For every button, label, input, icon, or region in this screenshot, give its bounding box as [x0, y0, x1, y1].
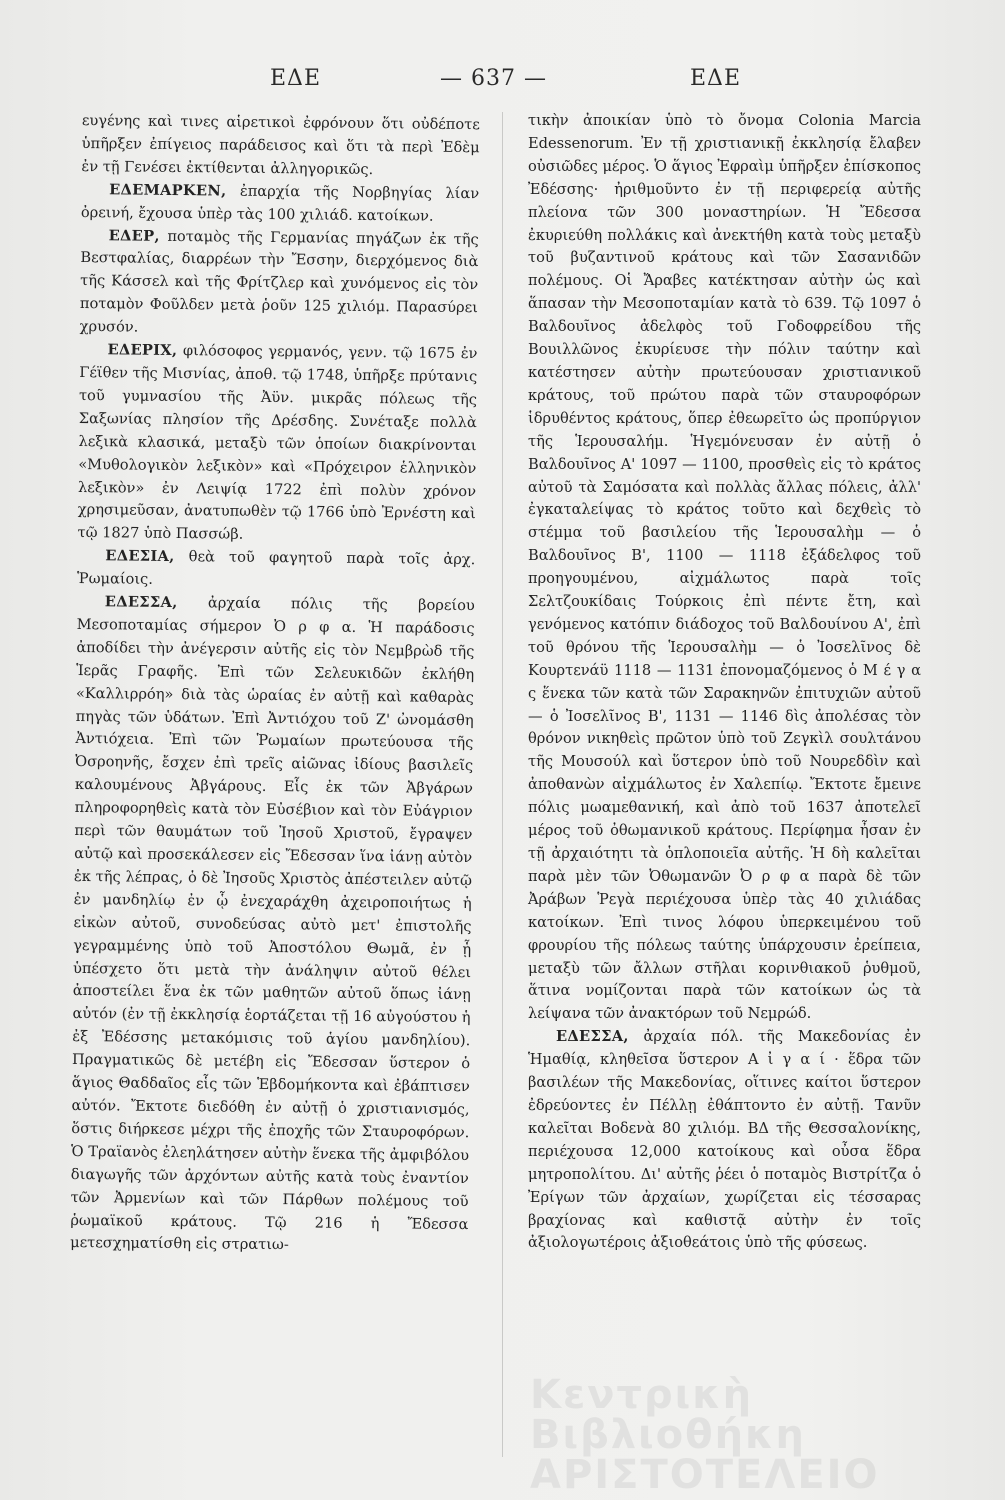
entry-edemarken	[81, 179, 479, 229]
right-column	[528, 110, 921, 1255]
page-number: — 637 —	[440, 66, 547, 91]
headword: ΕΔΕΣΙΑ,	[105, 547, 175, 566]
entry-body: ἐπαρχία τῆς Νορβηγίας λίαν ὀρεινή, ἔχουσα ὑπὲρ τὰς 100 χιλιάδ. κατοίκων.	[80, 182, 480, 225]
entry-ederich	[77, 339, 477, 549]
headword: ΕΔΕΣΣΑ,	[104, 593, 178, 612]
entry-edessa-macedonia	[528, 1026, 921, 1255]
entry-eder	[80, 225, 479, 344]
running-head-left: ΕΔΕ	[270, 66, 322, 91]
entry-body: ἀρχαία πόλις τῆς βορείου Μεσοποταμίας σήμερον Ὀ ρ φ α. Ἡ παράδοσις ἀποδίδει τὴν ἀνέγερσιν αὐτῆς εἰς τὸν Νεμβρὼδ τῆς Ἱερᾶς Γραφῆς. Ἐπὶ τῶν Σελευκιδῶν ἐκλήθη «Καλλιρρόη» διὰ τὰς ὡραίας ἐν αὐτῇ καὶ καθαρὰς πηγὰς τῶν ὑδάτων. Ἐπὶ Ἀντιόχου τοῦ Ζ' ὠνομάσθη Ἀντιόχεια. Ἐπὶ τῶν Ῥωμαίων πρωτεύουσα τῆς Ὀσροηνῆς, ἔσχεν ἐπὶ τρεῖς αἰῶνας ἰδίους βασιλεῖς καλουμένους Ἀβγάρους. Εἷς ἐκ τῶν Ἀβγάρων πληροφορηθεὶς κατὰ τὸν Εὐσέβιον καὶ τὸν Εὐάγριον περὶ τῶν θαυμάτων τοῦ Ἰησοῦ Χριστοῦ, ἔγραψεν αὐτῷ καὶ προσεκάλεσεν εἰς Ἔδεσσαν ἵνα ἰάνῃ αὐτὸν ἐκ τῆς λέπρας, ὁ δὲ Ἰησοῦς Χριστὸς ἀπέστειλεν αὐτῷ ἐν μανδηλίῳ ἐν ᾧ ἐνεχαράχθη ἀχειροποιήτως ἡ εἰκὼν αὐτοῦ, συνοδεύσας αὐτὸ μετ' ἐπιστολῆς γεγραμμένης ὑπὸ τοῦ Ἀποστόλου Θωμᾶ, ἐν ᾗ ὑπέσχετο ὅτι μετὰ τὴν ἀνάληψιν αὐτοῦ θέλει ἀποστείλει ἕνα ἐκ τῶν μαθητῶν αὐτοῦ ὅπως ἰάνῃ αὐτόν (ἐν τῇ ἐκκλησίᾳ ἑορτάζεται τῇ 16 αὐγούστου ἡ ἐξ Ἐδέσσης μετακόμισις τοῦ ἁγίου μανδηλίου). Πραγματικῶς δὲ μετέβη εἰς Ἔδεσσαν ὕστερον ὁ ἅγιος Θαδδαῖος εἷς τῶν Ἑβδομήκοντα καὶ ἐβάπτισεν αὐτόν. Ἔκτοτε διεδόθη ἐν αὐτῇ ὁ χριστιανισμός, ὅστις διήρκεσε μέχρι τῆς ἐποχῆς τῶν Σταυροφόρων. Ὁ Τραϊανὸς ἐλεηλάτησεν αὐτὴν ἕνεκα τῆς ἀμφιβόλου διαγωγῆς τῶν ἀρχόντων αὐτῆς κατὰ τοὺς ἐναντίον τῶν Ἀρμενίων καὶ τῶν Πάρθων πολέμους τοῦ ῥωμαϊκοῦ κράτους. Τῷ 216 ἡ Ἔδεσσα μετεσχηματίσθη εἰς στρατιω-	[70, 594, 475, 1254]
left-column	[70, 110, 480, 1259]
continuation-paragraph: τικὴν ἀποικίαν ὑπὸ τὸ ὄνομα Colonia Marcia Edessenorum. Ἐν τῇ χριστιανικῇ ἐκκλησίᾳ ἔλαβεν οὐσιῶδες μέρος. Ὁ ἅγιος Ἐφραὶμ ὑπῆρξεν ἐπίσκοπος Ἐδέσσης· ἠριθμοῦντο ἐν τῇ περιφερείᾳ αὐτῆς πλείονα τῶν 300 μοναστηρίων. Ἡ Ἔδεσσα ἐκυριεύθη πολλάκις καὶ ἀνεκτήθη κατὰ τοὺς μεταξὺ τοῦ βυζαντινοῦ κράτους καὶ τῶν Σασανιδῶν πολέμους. Οἱ Ἄραβες κατέκτησαν αὐτὴν ὡς καὶ ἅπασαν τὴν Μεσοποταμίαν κατὰ τὸ 639. Τῷ 1097 ὁ Βαλδουῖνος ἀδελφὸς τοῦ Γοδοφρείδου τῆς Βουιλλῶνος ἐκυρίευσε τὴν πόλιν ταύτην καὶ κατέστησεν αὐτὴν πρωτεύουσαν χριστιανικοῦ κράτους, τοῦ πρώτου παρὰ τῶν σταυροφόρων ἱδρυθέντος κράτους, ὅπερ ἐθεωρεῖτο ὡς προπύργιον τῆς Ἱερουσαλήμ. Ἡγεμόνευσαν ἐν αὐτῇ ὁ Βαλδουῖνος Α' 1097 — 1100, προσθεὶς εἰς τὸ κράτος αὐτοῦ τὰ Σαμόσατα καὶ πολλὰς ἄλλας πόλεις, ἀλλ' ἐγκαταλείψας τὸ κράτος τοῦτο καὶ δεχθεὶς τὸ στέμμα τοῦ βασιλείου τῆς Ἱερουσαλὴμ — ὁ Βαλδουῖνος Β', 1100 — 1118 ἐξάδελφος τοῦ προηγουμένου, αἰχμάλωτος παρὰ τοῖς Σελτζουκίδαις Τούρκοις ἐπὶ πέντε ἔτη, καὶ γενόμενος κατόπιν διάδοχος τοῦ Βαλδουίνου Α', ἐπὶ τοῦ θρόνου τῆς Ἱερουσαλὴμ — ὁ Ἰοσελῖνος δὲ Κουρτενάϋ 1118 — 1131 ἐπονομαζόμενος ὁ Μ έ γ α ς ἕνεκα τῶν κατὰ τῶν Σαρακηνῶν ἐπιτυχιῶν αὐτοῦ — ὁ Ἰοσελῖνος Β', 1131 — 1146 δὶς ἀπολέσας τὸν θρόνον νικηθεὶς πρῶτον ὑπὸ τοῦ Ζεγκὶλ σουλτάνου τῆς Μουσούλ καὶ ὕστερον ὑπὸ τοῦ Νουρεδδὶν καὶ ἀποθανὼν αἰχμάλωτος ἐν Χαλεπίῳ. Ἔκτοτε ἔμεινε πόλις μωαμεθανική, καὶ ἀπὸ τοῦ 1637 ἀποτελεῖ μέρος τοῦ ὀθωμανικοῦ κράτους. Περίφημα ἦσαν ἐν τῇ ἀρχαιότητι τὰ ὁπλοποιεῖα αὐτῆς. Ἡ δὴ καλεῖται παρὰ μὲν τῶν Ὀθωμανῶν Ὀ ρ φ α παρὰ δὲ τῶν Ἀράβων Ῥεγὰ περιέχουσα ὑπὲρ τὰς 40 χιλιάδας κατοίκων. Ἐπὶ τινος λόφου ὑπερκειμένου τοῦ φρουρίου τῆς πόλεως ταύτης ὑπάρχουσιν ἐρείπεια, μεταξὺ τῶν ἄλλων στῆλαι κορινθιακοῦ ῥυθμοῦ, ἅτινα νομίζονται παρὰ τῶν κατοίκων ὡς τὰ λείψανα τῶν ἀνακτόρων τοῦ Νεμρώδ.	[528, 112, 921, 1023]
headword: ΕΔΕΣΣΑ,	[556, 1028, 629, 1046]
headword: ΕΔΕΡ,	[108, 226, 160, 245]
page-header	[0, 66, 1005, 102]
entry-edesia	[77, 545, 475, 595]
column-divider	[502, 112, 503, 1457]
running-head-right: ΕΔΕ	[690, 66, 742, 91]
library-watermark: Κεντρικὴ Βιβλιοθήκη ΑΡΙΣΤΟΤΕΛΕΙΟ	[530, 1372, 880, 1498]
headword: ΕΔΕΜΑΡΚΕΝ,	[109, 181, 227, 200]
entry-body: φιλόσοφος γερμανός, γενν. τῷ 1675 ἐν Γέϊθεν τῆς Μισνίας, ἀποθ. τῷ 1748, ὑπῆρξε πρύτανις τοῦ γυμνασίου τῆς Ἀϋν. μικρᾶς πόλεως τῆς Σαξωνίας πλησίον τῆς Δρέσδης. Συνέταξε πολλὰ λεξικὰ κλασικά, μεταξὺ τῶν ὁποίων διακρίνονται «Μυθολογικὸν λεξικὸν» καὶ «Πρόχειρον ἑλληνικὸν λεξικὸν» ἐν Λειψίᾳ 1722 ἐπὶ πολὺν χρόνον χρησιμεῦσαν, ἀνατυπωθὲν τῷ 1766 ὑπὸ Ἐρνέστη καὶ τῷ 1827 ὑπὸ Πασσώβ.	[77, 342, 478, 544]
entry-body: θεὰ τοῦ φαγητοῦ παρὰ τοῖς ἀρχ. Ῥωμαίοις.	[77, 548, 476, 588]
entry-body: ποταμὸς τῆς Γερμανίας πηγάζων ἐκ τῆς Βεστφαλίας, διαρρέων τὴν Ἔσσην, διερχόμενος διὰ τῆς Κάσσελ καὶ τῆς Φρίτζλερ καὶ χυνόμενος εἰς τὸν ποταμὸν Φοῦλδεν μετὰ ῥοῦν 125 χιλιόμ. Παρασύρει χρυσόν.	[79, 227, 479, 336]
continuation-paragraph: ευγένης καὶ τινες αἱρετικοὶ ἐφρόνουν ὅτι οὐδέποτε ὑπῆρξεν ἐπίγειος παράδεισος καὶ ὅτι τὰ περὶ Ἐδὲμ ἐν τῇ Γενέσει ἐκτίθενται ἀλληγορικῶς.	[81, 111, 480, 178]
entry-body: ἀρχαία πόλ. τῆς Μακεδονίας ἐν Ἡμαθίᾳ, κληθεῖσα ὕστερον Α ἰ γ α ί · ἕδρα τῶν βασιλέων τῆς Μακεδονίας, οἵτινες καίτοι ὕστερον ἐδρεύοντες ἐν Πέλλῃ ἐθάπτοντο ἐν αὐτῇ. Τανῦν καλεῖται Βοδενὰ 80 χιλιόμ. ΒΔ τῆς Θεσσαλονίκης, περιέχουσα 12,000 κατοίκους καὶ οὖσα ἕδρα μητροπολίτου. Δι' αὐτῆς ῥέει ὁ ποταμὸς Βιστρίτζα ὁ Ἐρίγων τῶν ἀρχαίων, χωρίζεται εἰς τέσσαρας βραχίονας καὶ καθιστᾷ αὐτὴν ἐν τοῖς ἀξιολογωτέροις ἀξιοθεάτοις ὑπὸ τῆς φύσεως.	[528, 1028, 922, 1252]
entry-edessa-mesopotamia	[70, 591, 475, 1259]
headword: ΕΔΕΡΙΧ,	[107, 341, 178, 360]
